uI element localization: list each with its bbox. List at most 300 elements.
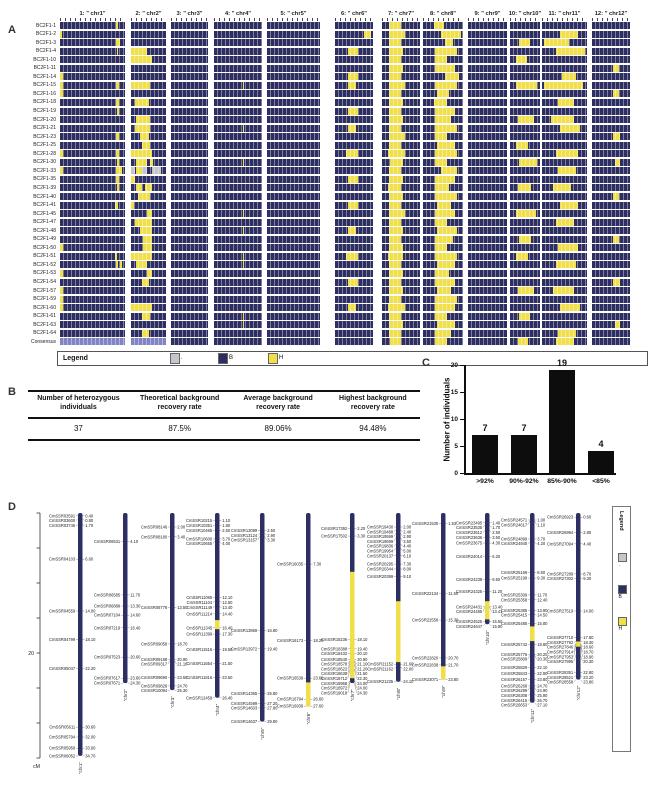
genotype-block bbox=[423, 73, 463, 80]
genotype-block bbox=[592, 39, 630, 46]
genotype-block bbox=[214, 296, 262, 303]
marker-grid-overlay bbox=[542, 150, 587, 157]
marker-grid-overlay bbox=[214, 22, 262, 29]
marker-grid-overlay bbox=[468, 82, 507, 89]
genotype-block bbox=[131, 39, 166, 46]
genotype-block bbox=[510, 330, 540, 337]
genotype-block bbox=[267, 150, 320, 157]
genotype-block bbox=[592, 279, 630, 286]
genotype-block bbox=[382, 133, 420, 140]
svg-text:CmSSR08146: CmSSR08146 bbox=[141, 524, 168, 530]
svg-text:CmSSR18638: CmSSR18638 bbox=[321, 671, 348, 677]
genotype-block bbox=[335, 244, 373, 251]
svg-text:12.10: 12.10 bbox=[222, 595, 233, 601]
genotype-block bbox=[468, 133, 507, 140]
marker-grid-overlay bbox=[335, 176, 373, 183]
chr-tick-ruler bbox=[510, 18, 540, 21]
row-label: BC2F1-21 bbox=[33, 125, 56, 132]
marker-grid-overlay bbox=[592, 321, 630, 328]
marker-grid-overlay bbox=[131, 90, 166, 97]
bar-value-label: 19 bbox=[556, 358, 567, 369]
marker-grid-overlay bbox=[382, 279, 420, 286]
svg-text:18.10: 18.10 bbox=[85, 637, 96, 643]
panel-a-label: A bbox=[8, 24, 16, 36]
genotype-block bbox=[60, 219, 125, 226]
genotype-block bbox=[510, 133, 540, 140]
genotype-block bbox=[592, 304, 630, 311]
genotype-block bbox=[214, 22, 262, 29]
marker-grid-overlay bbox=[60, 22, 125, 29]
genotype-block bbox=[423, 150, 463, 157]
genotype-block bbox=[171, 313, 208, 320]
marker-grid-overlay bbox=[60, 108, 125, 115]
marker-grid-overlay bbox=[171, 210, 208, 217]
genotype-block bbox=[60, 193, 125, 200]
svg-text:23.80: 23.80 bbox=[537, 677, 548, 683]
marker-grid-overlay bbox=[592, 176, 630, 183]
marker-grid-overlay bbox=[542, 270, 587, 277]
marker-grid-overlay bbox=[214, 65, 262, 72]
marker-grid-overlay bbox=[542, 73, 587, 80]
svg-text:6.60: 6.60 bbox=[85, 556, 94, 562]
genotype-block bbox=[335, 125, 373, 132]
genotype-block bbox=[267, 227, 320, 234]
marker-grid-overlay bbox=[171, 244, 208, 251]
svg-text:CmSSR25358: CmSSR25358 bbox=[501, 597, 528, 603]
marker-grid-overlay bbox=[592, 31, 630, 38]
genotype-block bbox=[267, 176, 320, 183]
marker-grid-overlay bbox=[592, 330, 630, 337]
marker-grid-overlay bbox=[131, 219, 166, 226]
marker-grid-overlay bbox=[382, 142, 420, 149]
svg-text:15.30: 15.30 bbox=[448, 617, 459, 623]
svg-text:3.50: 3.50 bbox=[403, 538, 412, 544]
genotype-block bbox=[423, 56, 463, 63]
x-category-label: 90%-92% bbox=[509, 478, 539, 485]
svg-text:3.40: 3.40 bbox=[177, 534, 186, 540]
marker-grid-overlay bbox=[214, 167, 262, 174]
marker-grid-overlay bbox=[60, 279, 125, 286]
genotype-block bbox=[267, 270, 320, 277]
y-tick bbox=[460, 419, 464, 420]
genotype-block bbox=[382, 150, 420, 157]
marker-grid-overlay bbox=[171, 287, 208, 294]
marker-grid-overlay bbox=[171, 270, 208, 277]
marker-grid-overlay bbox=[131, 82, 166, 89]
marker-grid-overlay bbox=[171, 338, 208, 345]
marker-grid-overlay bbox=[542, 313, 587, 320]
marker-grid-overlay bbox=[592, 296, 630, 303]
genotype-block bbox=[267, 219, 320, 226]
genotype-block bbox=[592, 142, 630, 149]
row-label: BC2F1-14 bbox=[33, 73, 56, 80]
genotype-block bbox=[335, 48, 373, 55]
genotype-block bbox=[335, 184, 373, 191]
genotype-block bbox=[267, 287, 320, 294]
svg-text:13.30: 13.30 bbox=[130, 603, 141, 609]
marker-grid-overlay bbox=[468, 313, 507, 320]
marker-grid-overlay bbox=[592, 279, 630, 286]
svg-text:CmSSR26653: CmSSR26653 bbox=[501, 702, 528, 708]
genotype-block bbox=[171, 193, 208, 200]
genotype-block bbox=[131, 304, 166, 311]
genotype-block bbox=[423, 133, 463, 140]
genotype-block bbox=[423, 296, 463, 303]
svg-text:1.40: 1.40 bbox=[492, 520, 501, 526]
genotype-block bbox=[510, 56, 540, 63]
svg-text:CmSSR21152: CmSSR21152 bbox=[367, 661, 394, 667]
marker-grid-overlay bbox=[468, 176, 507, 183]
genotype-block bbox=[423, 244, 463, 251]
svg-text:22.30: 22.30 bbox=[357, 676, 368, 681]
genotype-block bbox=[592, 133, 630, 140]
chr-header: 10: " chr10" bbox=[508, 11, 542, 17]
marker-grid-overlay bbox=[423, 82, 463, 89]
genotype-block bbox=[382, 73, 420, 80]
marker-grid-overlay bbox=[542, 330, 587, 337]
genotype-block bbox=[468, 31, 507, 38]
marker-grid-overlay bbox=[267, 39, 320, 46]
genotype-block bbox=[382, 227, 420, 234]
genotype-block bbox=[382, 39, 420, 46]
genotype-block bbox=[335, 167, 373, 174]
genotype-block bbox=[382, 65, 420, 72]
marker-grid-overlay bbox=[468, 296, 507, 303]
genotype-block bbox=[423, 90, 463, 97]
marker-grid-overlay bbox=[335, 159, 373, 166]
genotype-block bbox=[423, 202, 463, 209]
genotype-block bbox=[131, 321, 166, 328]
marker-grid-overlay bbox=[335, 227, 373, 234]
genotype-block bbox=[131, 159, 166, 166]
svg-text:CmSSR10351: CmSSR10351 bbox=[186, 523, 213, 529]
marker-grid-overlay bbox=[382, 270, 420, 277]
genotype-block bbox=[510, 236, 540, 243]
genotype-block bbox=[382, 22, 420, 29]
marker-grid-overlay bbox=[267, 244, 320, 251]
marker-grid-overlay bbox=[335, 304, 373, 311]
genotype-block bbox=[131, 338, 166, 345]
marker-grid-overlay bbox=[214, 330, 262, 337]
svg-text:CmSSR18388: CmSSR18388 bbox=[321, 646, 348, 652]
genotype-block bbox=[60, 338, 125, 345]
genotype-block bbox=[335, 150, 373, 157]
marker-grid-overlay bbox=[60, 210, 125, 217]
svg-text:2.90: 2.90 bbox=[403, 534, 412, 540]
cm-scale-ruler bbox=[4, 510, 50, 785]
svg-text:3.70: 3.70 bbox=[537, 536, 546, 542]
svg-text:2.40: 2.40 bbox=[403, 529, 412, 535]
svg-text:24.30: 24.30 bbox=[357, 690, 368, 696]
genotype-block bbox=[510, 39, 540, 46]
row-label: BC2F1-53 bbox=[33, 270, 56, 277]
marker-grid-overlay bbox=[335, 125, 373, 132]
svg-text:CmSSR11654: CmSSR11654 bbox=[186, 661, 213, 666]
marker-grid-overlay bbox=[131, 176, 166, 183]
marker-grid-overlay bbox=[335, 193, 373, 200]
genotype-block bbox=[592, 193, 630, 200]
genotype-block bbox=[131, 244, 166, 251]
genotype-block bbox=[510, 227, 540, 234]
genotype-block bbox=[131, 219, 166, 226]
marker-grid-overlay bbox=[267, 236, 320, 243]
svg-text:CmSSR18540: CmSSR18540 bbox=[321, 656, 348, 662]
marker-grid-overlay bbox=[171, 73, 208, 80]
marker-grid-overlay bbox=[171, 304, 208, 311]
svg-text:CmSSR27995: CmSSR27995 bbox=[547, 659, 574, 665]
genotype-block bbox=[267, 244, 320, 251]
marker-grid-overlay bbox=[592, 99, 630, 106]
svg-text:CmSSR21235: CmSSR21235 bbox=[367, 679, 394, 685]
genotype-block bbox=[131, 167, 166, 174]
svg-text:4.40: 4.40 bbox=[403, 543, 412, 549]
svg-text:13.50: 13.50 bbox=[177, 605, 188, 610]
marker-grid-overlay bbox=[468, 159, 507, 166]
genotype-block bbox=[468, 39, 507, 46]
svg-text:23.60: 23.60 bbox=[130, 675, 141, 681]
svg-text:CmSSR11104: CmSSR11104 bbox=[186, 600, 213, 605]
chr-header: 8: " chr8" bbox=[429, 11, 457, 17]
svg-text:CmSSR12459: CmSSR12459 bbox=[186, 695, 213, 701]
marker-grid-overlay bbox=[592, 287, 630, 294]
genotype-block bbox=[592, 48, 630, 55]
marker-grid-overlay bbox=[131, 22, 166, 29]
genotype-block bbox=[510, 253, 540, 260]
marker-grid-overlay bbox=[214, 150, 262, 157]
svg-text:CmSSR11816: CmSSR11816 bbox=[186, 675, 213, 680]
marker-grid-overlay bbox=[267, 279, 320, 286]
genotype-block bbox=[267, 313, 320, 320]
marker-grid-overlay bbox=[131, 142, 166, 149]
marker-grid-overlay bbox=[60, 219, 125, 226]
marker-grid-overlay bbox=[131, 253, 166, 260]
genotype-block bbox=[214, 133, 262, 140]
genotype-block bbox=[214, 236, 262, 243]
svg-text:24.00: 24.00 bbox=[357, 680, 368, 686]
marker-grid-overlay bbox=[423, 159, 463, 166]
marker-grid-overlay bbox=[468, 142, 507, 149]
genotype-block bbox=[60, 39, 125, 46]
svg-text:20.90: 20.90 bbox=[357, 656, 368, 662]
marker-grid-overlay bbox=[468, 287, 507, 294]
marker-grid-overlay bbox=[214, 270, 262, 277]
marker-grid-overlay bbox=[510, 65, 540, 72]
genotype-block bbox=[267, 304, 320, 311]
marker-grid-overlay bbox=[335, 253, 373, 260]
genotype-block bbox=[171, 279, 208, 286]
marker-grid-overlay bbox=[468, 193, 507, 200]
svg-text:CmSSR11214: CmSSR11214 bbox=[186, 611, 213, 617]
svg-text:CmSSR20295: CmSSR20295 bbox=[367, 561, 394, 567]
genotype-block bbox=[335, 296, 373, 303]
svg-text:20.60: 20.60 bbox=[130, 654, 141, 660]
genotype-block bbox=[171, 219, 208, 226]
genotype-block bbox=[267, 193, 320, 200]
genotype-block bbox=[60, 82, 125, 89]
genotype-block bbox=[592, 150, 630, 157]
genotype-block bbox=[267, 22, 320, 29]
svg-text:1.80: 1.80 bbox=[222, 523, 231, 529]
genotype-block bbox=[542, 296, 587, 303]
marker-grid-overlay bbox=[510, 73, 540, 80]
marker-grid-overlay bbox=[423, 142, 463, 149]
genotype-block bbox=[131, 99, 166, 106]
genotype-block bbox=[542, 142, 587, 149]
row-label: BC2F1-60 bbox=[33, 304, 56, 311]
genotype-block bbox=[171, 82, 208, 89]
svg-text:11.20: 11.20 bbox=[492, 588, 503, 594]
marker-grid-overlay bbox=[423, 90, 463, 97]
svg-text:2.00: 2.00 bbox=[177, 524, 186, 530]
marker-grid-overlay bbox=[510, 108, 540, 115]
genotype-block bbox=[335, 22, 373, 29]
svg-text:CmSSR26268: CmSSR26268 bbox=[501, 683, 528, 689]
genotype-block bbox=[335, 108, 373, 115]
svg-text:14.00: 14.00 bbox=[583, 608, 594, 614]
marker-grid-overlay bbox=[423, 73, 463, 80]
genotype-block bbox=[335, 65, 373, 72]
marker-grid-overlay bbox=[542, 167, 587, 174]
chr-header: 4: " chr4" bbox=[224, 11, 252, 17]
genotype-block bbox=[60, 125, 125, 132]
genotype-block bbox=[382, 253, 420, 260]
marker-grid-overlay bbox=[468, 22, 507, 29]
marker-grid-overlay bbox=[468, 270, 507, 277]
marker-grid-overlay bbox=[542, 287, 587, 294]
svg-text:CmSSR04799: CmSSR04799 bbox=[49, 637, 76, 643]
svg-text:CmSSR25843: CmSSR25843 bbox=[501, 670, 528, 676]
svg-text:CmSSR13157: CmSSR13157 bbox=[231, 537, 258, 543]
marker-grid-overlay bbox=[510, 176, 540, 183]
marker-grid-overlay bbox=[510, 244, 540, 251]
svg-text:9.30: 9.30 bbox=[537, 575, 546, 581]
genotype-block bbox=[171, 296, 208, 303]
marker-grid-overlay bbox=[542, 116, 587, 123]
genotype-block bbox=[510, 31, 540, 38]
svg-text:CmSSR19488: CmSSR19488 bbox=[367, 529, 394, 535]
marker-grid-overlay bbox=[131, 99, 166, 106]
marker-grid-overlay bbox=[267, 313, 320, 320]
marker-grid-overlay bbox=[542, 99, 587, 106]
x-category-label: <85% bbox=[592, 478, 610, 485]
table-header-row bbox=[28, 391, 420, 418]
marker-grid-overlay bbox=[468, 65, 507, 72]
genotype-block bbox=[214, 90, 262, 97]
genotype-block bbox=[592, 90, 630, 97]
svg-text:CmSSR17502: CmSSR17502 bbox=[321, 533, 348, 539]
marker-grid-overlay bbox=[510, 193, 540, 200]
svg-text:19.40: 19.40 bbox=[267, 646, 278, 652]
svg-text:23.20: 23.20 bbox=[583, 674, 594, 680]
genotype-block bbox=[171, 253, 208, 260]
svg-text:CmSSR06889: CmSSR06889 bbox=[94, 603, 121, 609]
chr-header: 12: " chr12" bbox=[594, 11, 628, 17]
svg-text:CmSSR05794: CmSSR05794 bbox=[49, 734, 76, 740]
genotype-block bbox=[171, 338, 208, 345]
genotype-block bbox=[382, 82, 420, 89]
marker-grid-overlay bbox=[423, 270, 463, 277]
genotype-block bbox=[468, 270, 507, 277]
row-label: BC2F1-35 bbox=[33, 176, 56, 183]
genotype-block bbox=[592, 287, 630, 294]
marker-grid-overlay bbox=[592, 150, 630, 157]
genotype-block bbox=[423, 159, 463, 166]
genotype-block bbox=[423, 304, 463, 311]
legend-item-label: . bbox=[618, 562, 620, 568]
genotype-block bbox=[468, 227, 507, 234]
genotype-block bbox=[592, 31, 630, 38]
svg-text:CmSSR06585: CmSSR06585 bbox=[94, 592, 121, 598]
marker-grid-overlay bbox=[423, 296, 463, 303]
marker-grid-overlay bbox=[468, 125, 507, 132]
row-label: BC2F1-20 bbox=[33, 116, 56, 123]
chr-tick-ruler bbox=[335, 18, 373, 21]
marker-grid-overlay bbox=[131, 31, 166, 38]
svg-text:22.80: 22.80 bbox=[583, 670, 594, 676]
genotype-block bbox=[510, 108, 540, 115]
marker-grid-overlay bbox=[60, 338, 125, 345]
svg-text:33.60: 33.60 bbox=[85, 745, 96, 751]
marker-grid-overlay bbox=[510, 202, 540, 209]
genotype-block bbox=[423, 193, 463, 200]
svg-text:24.70: 24.70 bbox=[177, 683, 188, 689]
marker-grid-overlay bbox=[171, 108, 208, 115]
genotype-block bbox=[171, 159, 208, 166]
genotype-block bbox=[267, 261, 320, 268]
svg-text:9.10: 9.10 bbox=[403, 574, 412, 580]
marker-grid-overlay bbox=[214, 133, 262, 140]
svg-text:15.50: 15.50 bbox=[492, 619, 503, 624]
genotype-block bbox=[592, 184, 630, 191]
genotype-block bbox=[60, 261, 125, 268]
genotype-block bbox=[468, 150, 507, 157]
marker-grid-overlay bbox=[335, 236, 373, 243]
marker-grid-overlay bbox=[510, 150, 540, 157]
genotype-block bbox=[131, 253, 166, 260]
genotype-block bbox=[131, 287, 166, 294]
svg-text:16.40: 16.40 bbox=[130, 625, 141, 631]
svg-text:CmSSR13124: CmSSR13124 bbox=[231, 532, 258, 538]
marker-grid-overlay bbox=[214, 261, 262, 268]
genotype-block bbox=[171, 39, 208, 46]
genotype-block bbox=[592, 296, 630, 303]
genotype-block bbox=[510, 261, 540, 268]
svg-text:CmSSR06052: CmSSR06052 bbox=[49, 753, 76, 759]
genotype-block bbox=[510, 99, 540, 106]
genotype-block bbox=[468, 82, 507, 89]
marker-grid-overlay bbox=[592, 338, 630, 345]
svg-text:18.20: 18.20 bbox=[313, 637, 324, 643]
marker-grid-overlay bbox=[382, 304, 420, 311]
marker-grid-overlay bbox=[382, 184, 420, 191]
genotype-block bbox=[592, 210, 630, 217]
marker-grid-overlay bbox=[131, 304, 166, 311]
genotype-block bbox=[335, 279, 373, 286]
row-label: BC2F1-49 bbox=[33, 236, 56, 243]
row-label: BC2F1-41 bbox=[33, 202, 56, 209]
svg-text:18.70: 18.70 bbox=[177, 641, 188, 647]
marker-grid-overlay bbox=[423, 313, 463, 320]
genotype-block bbox=[131, 193, 166, 200]
marker-grid-overlay bbox=[542, 279, 587, 286]
genotype-block bbox=[335, 176, 373, 183]
genotype-block bbox=[267, 159, 320, 166]
marker-grid-overlay bbox=[171, 90, 208, 97]
svg-text:17.80: 17.80 bbox=[583, 635, 594, 641]
genotype-block bbox=[382, 330, 420, 337]
marker-grid-overlay bbox=[510, 133, 540, 140]
genotype-block bbox=[131, 116, 166, 123]
